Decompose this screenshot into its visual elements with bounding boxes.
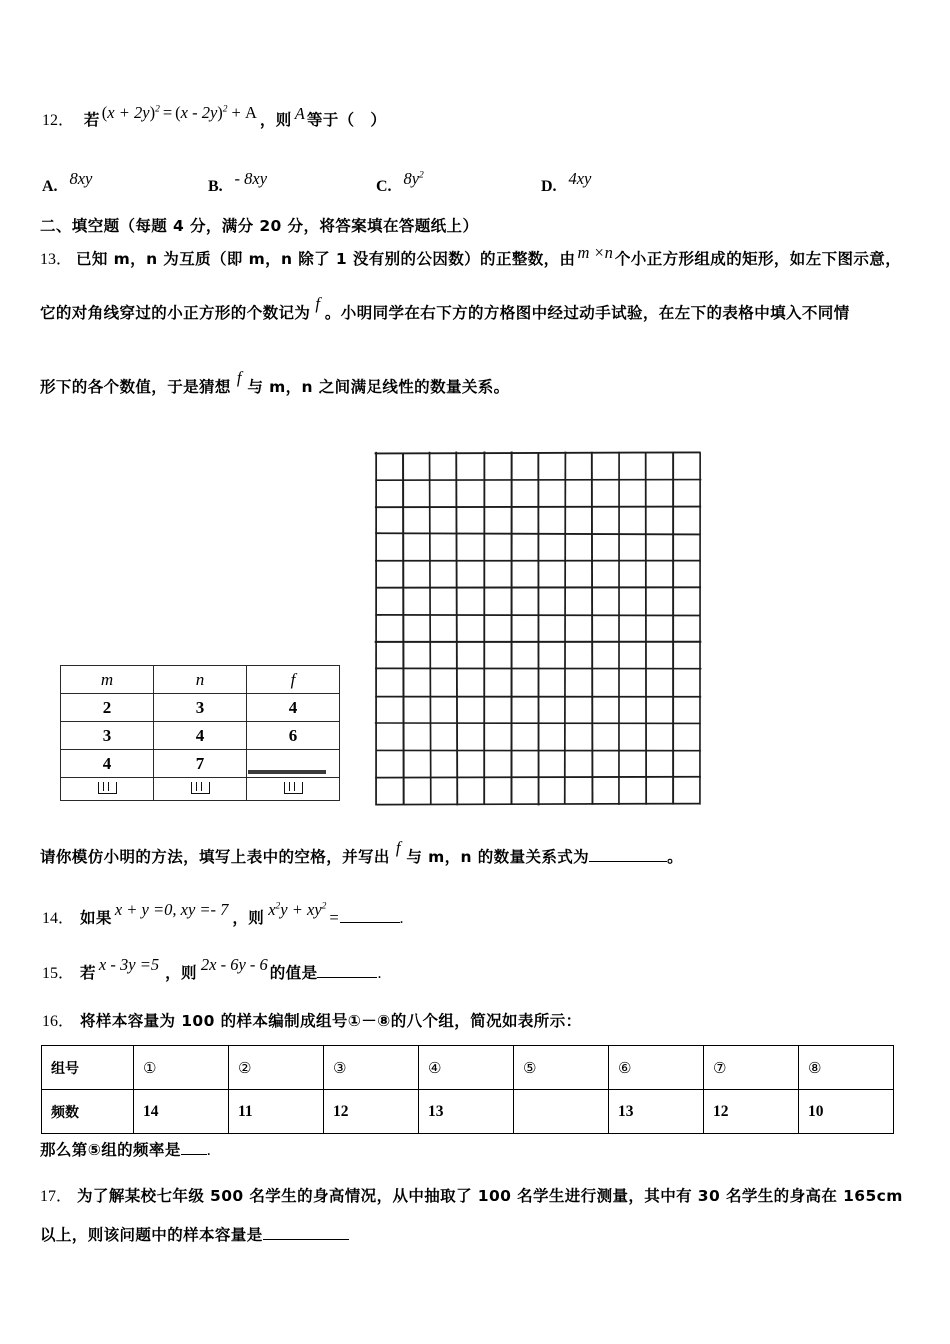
question-12-mid: ，则 bbox=[259, 111, 292, 129]
question-16-answer-blank[interactable] bbox=[181, 1141, 207, 1155]
question-13-line2-b: 。小明同学在右下方的方格图中经过动手试验，在左下的表格中填入不同情 bbox=[324, 304, 850, 322]
question-13-mn-math: m ×n bbox=[577, 243, 613, 262]
question-13-line1-a: 已知 m，n 为互质（即 m，n 除了 1 没有别的公因数）的正整数，由 bbox=[76, 250, 576, 268]
question-13-line3-b: 与 m，n 之间满足线性的数量关系。 bbox=[247, 378, 510, 396]
question-16-period: . bbox=[206, 1142, 211, 1159]
question-14-equals: = bbox=[328, 908, 340, 927]
question-17-line-1 bbox=[40, 1189, 903, 1205]
question-13-f-math-1: f bbox=[315, 294, 320, 313]
mnf-cell-n: 3 bbox=[154, 694, 247, 722]
question-16-question bbox=[40, 1141, 211, 1159]
q16-row-label-group: 组号 bbox=[42, 1046, 134, 1090]
question-13-prompt bbox=[40, 838, 683, 866]
q16-group-2: ② bbox=[229, 1046, 324, 1090]
question-13-f-math-3: f bbox=[395, 838, 401, 857]
option-b[interactable] bbox=[208, 169, 268, 195]
question-13-line-2 bbox=[40, 294, 850, 322]
q16-group-6: ⑥ bbox=[609, 1046, 704, 1090]
question-14-mid: ，则 bbox=[232, 909, 265, 927]
q16-frequency-6: 13 bbox=[609, 1090, 704, 1134]
mnf-header-m: m bbox=[61, 666, 154, 694]
question-16-number: 16． bbox=[42, 1013, 75, 1030]
question-16-stem bbox=[42, 1014, 582, 1030]
q16-frequency-8: 10 bbox=[799, 1090, 894, 1134]
hatch-marks-icon bbox=[191, 782, 210, 794]
question-14-period: . bbox=[399, 910, 404, 927]
mnf-table-row bbox=[61, 722, 340, 750]
q16-frequency-1: 14 bbox=[134, 1090, 229, 1134]
q16-row-label-frequency: 频数 bbox=[42, 1090, 134, 1134]
mnf-cell-m: 3 bbox=[61, 722, 154, 750]
question-15-prefix: 若 bbox=[80, 964, 96, 982]
q16-frequency-5-blank[interactable] bbox=[514, 1090, 609, 1134]
question-17-answer-blank[interactable] bbox=[263, 1226, 349, 1240]
question-16-text: 将样本容量为 100 的样本编制成组号①－⑧的八个组，简况如表所示： bbox=[80, 1012, 582, 1030]
question-17-line-2 bbox=[40, 1226, 349, 1244]
mnf-cell-m: 2 bbox=[61, 694, 154, 722]
question-12-suffix: 等于（ ） bbox=[306, 111, 387, 129]
option-c-letter: C. bbox=[376, 178, 392, 195]
q16-frequency-7: 12 bbox=[704, 1090, 799, 1134]
option-b-letter: B. bbox=[208, 178, 223, 195]
q16-frequency-2: 11 bbox=[229, 1090, 324, 1134]
question-13-prompt-a: 请你模仿小明的方法，填写上表中的空格，并写出 bbox=[40, 848, 390, 866]
question-15-expression: 2x - 6y - 6 bbox=[200, 955, 268, 974]
option-d-letter: D. bbox=[541, 178, 557, 195]
question-17-text: 为了解某校七年级 500 名学生的身高情况，从中抽取了 100 名学生进行测量，其中有 30 名学生的身高在 165cm bbox=[77, 1187, 903, 1205]
mnf-table bbox=[60, 665, 340, 801]
q16-group-1: ① bbox=[134, 1046, 229, 1090]
question-13-line1-b: 个小正方形组成的矩形，如左下图示意， bbox=[614, 250, 902, 268]
question-15-mid: ，则 bbox=[165, 964, 197, 982]
question-12-number: 12． bbox=[42, 112, 75, 129]
option-c[interactable] bbox=[376, 169, 424, 195]
question-14-expression: $x^2y + xy^2$ bbox=[268, 900, 327, 919]
question-13-prompt-end: 。 bbox=[667, 848, 683, 866]
option-a-letter: A. bbox=[42, 178, 58, 195]
question-16-question-a: 那么第⑤组的频率是 bbox=[40, 1141, 181, 1159]
question-17-line2-a: 以上，则该问题中的样本容量是 bbox=[40, 1226, 263, 1244]
mnf-table-marks-row bbox=[61, 778, 340, 801]
mnf-cell-n: 4 bbox=[154, 722, 247, 750]
mnf-table-header-row bbox=[61, 666, 340, 694]
mnf-header-f: f bbox=[247, 666, 340, 694]
option-c-value: $8y^2$ bbox=[403, 169, 424, 188]
mnf-cell-n: 7 bbox=[154, 750, 247, 778]
question-16-table bbox=[41, 1045, 894, 1134]
question-13-number: 13． bbox=[40, 251, 73, 268]
mnf-table-row bbox=[61, 694, 340, 722]
table-row bbox=[42, 1046, 894, 1090]
question-15 bbox=[42, 955, 382, 982]
q16-group-5: ⑤ bbox=[514, 1046, 609, 1090]
question-13-line2-a: 它的对角线穿过的小正方形的个数记为 bbox=[40, 304, 311, 322]
question-13-line-3 bbox=[40, 368, 510, 396]
question-15-given: x - 3y =5 bbox=[98, 955, 160, 974]
question-14-given: x + y =0, xy =- 7 bbox=[114, 900, 229, 919]
question-13-line-1 bbox=[40, 243, 902, 268]
option-d-value: 4xy bbox=[568, 169, 592, 188]
question-14-answer-blank[interactable] bbox=[340, 909, 400, 923]
grid-svg bbox=[373, 450, 703, 807]
question-13-prompt-b: 与 m，n 的数量关系式为 bbox=[406, 848, 590, 866]
question-12-variable: A bbox=[294, 104, 305, 123]
q16-frequency-3: 12 bbox=[324, 1090, 419, 1134]
table-row bbox=[42, 1090, 894, 1134]
question-12-equation: $(x + 2y)^2 = (x - 2y)^2 + A$ bbox=[101, 103, 257, 122]
hatch-marks-icon bbox=[98, 782, 117, 794]
question-17-number: 17． bbox=[40, 1188, 73, 1205]
option-b-value: - 8xy bbox=[234, 169, 268, 188]
option-a-value: 8xy bbox=[69, 169, 93, 188]
q16-group-4: ④ bbox=[419, 1046, 514, 1090]
question-15-period: . bbox=[377, 965, 382, 982]
q16-group-7: ⑦ bbox=[704, 1046, 799, 1090]
question-15-number: 15． bbox=[42, 965, 75, 982]
question-14-prefix: 如果 bbox=[80, 909, 112, 927]
option-d[interactable] bbox=[541, 169, 592, 195]
scan-smudge bbox=[248, 770, 326, 774]
question-12-stem bbox=[42, 103, 387, 129]
question-15-suffix: 的值是 bbox=[269, 964, 318, 982]
mnf-cell-f: 6 bbox=[247, 722, 340, 750]
q16-frequency-4: 13 bbox=[419, 1090, 514, 1134]
question-14-number: 14． bbox=[42, 910, 75, 927]
mnf-hatch-cell bbox=[154, 778, 247, 801]
section-2-heading: 二、填空题（每题 4 分，满分 20 分，将答案填在答题纸上） bbox=[40, 217, 479, 235]
mnf-header-n: n bbox=[154, 666, 247, 694]
question-13-answer-blank[interactable] bbox=[589, 848, 667, 862]
mnf-hatch-cell bbox=[247, 778, 340, 801]
question-13-f-math-2: f bbox=[236, 368, 242, 387]
question-14 bbox=[42, 900, 404, 927]
q16-group-8: ⑧ bbox=[799, 1046, 894, 1090]
mnf-hatch-cell bbox=[61, 778, 154, 801]
hatch-marks-icon bbox=[284, 782, 303, 794]
mnf-cell-f: 4 bbox=[247, 694, 340, 722]
square-grid-figure bbox=[373, 450, 703, 812]
q16-group-3: ③ bbox=[324, 1046, 419, 1090]
question-13-line3-a: 形下的各个数值，于是猜想 bbox=[40, 378, 231, 396]
mnf-cell-m: 4 bbox=[61, 750, 154, 778]
option-a[interactable] bbox=[42, 169, 93, 195]
question-12-prefix: 若 bbox=[83, 111, 100, 129]
question-15-answer-blank[interactable] bbox=[317, 964, 377, 978]
